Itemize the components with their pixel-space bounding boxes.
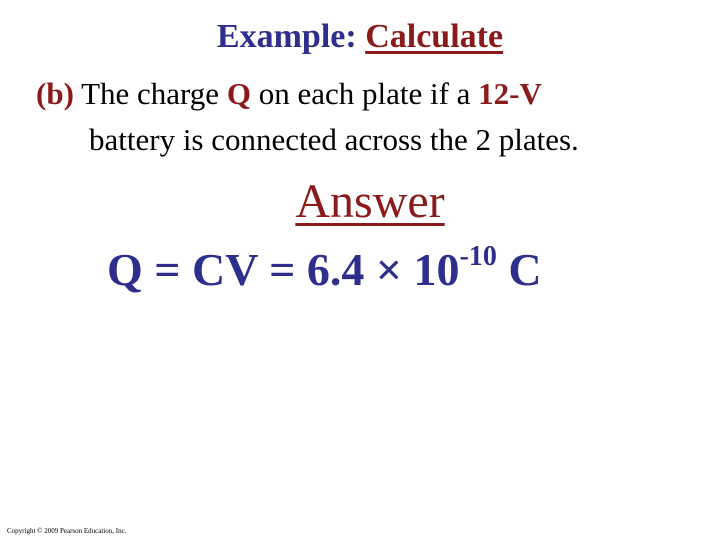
question-text-b: on each plate if a — [250, 76, 479, 111]
title-prefix: Example: — [216, 18, 366, 55]
title-highlight: Calculate — [365, 18, 504, 55]
copyright-notice: Copyright © 2009 Pearson Education, Inc. — [7, 527, 127, 535]
equation-unit: C — [496, 244, 542, 295]
question-label: (b) — [36, 76, 74, 111]
question-line-2: battery is connected across the 2 plates. — [89, 122, 579, 157]
answer-heading-text: Answer — [295, 175, 445, 228]
voltage-value: 12-V — [478, 76, 542, 111]
charge-symbol: Q — [226, 76, 251, 111]
slide-title — [0, 18, 720, 56]
equation-main: Q = CV = 6.4 × 10 — [107, 244, 460, 295]
answer-equation — [107, 240, 542, 296]
answer-heading — [0, 174, 720, 229]
question-line-1 — [36, 76, 542, 112]
equation-exponent: -10 — [459, 240, 497, 272]
question-text-a: The charge — [73, 76, 227, 111]
